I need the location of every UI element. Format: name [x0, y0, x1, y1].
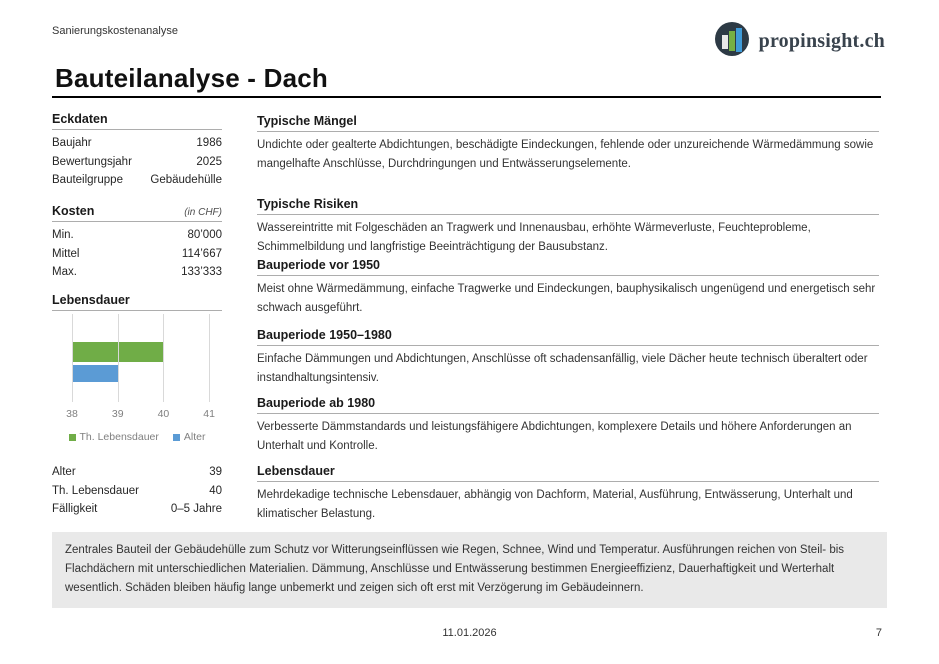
section-typische-risiken: [257, 197, 879, 257]
row-label: Alter: [52, 466, 76, 478]
lebensdauer-chart-section: [52, 293, 222, 311]
section-typische-maengel: [257, 114, 879, 174]
legend-item-th-lebensdauer: [69, 431, 159, 443]
table-row: [52, 500, 222, 519]
legend-item-alter: [173, 431, 206, 443]
eckdaten-heading: Eckdaten: [52, 112, 108, 126]
chart-tick-label: 40: [157, 408, 170, 420]
section-bauperiode-ab-1980: [257, 396, 879, 456]
footer-date: 11.01.2026: [442, 627, 497, 639]
page-title: Bauteilanalyse - Dach: [55, 63, 328, 93]
row-value: 39: [209, 466, 222, 478]
section-body: Verbesserte Dämmstandards und leistungsfähigere Abdichtungen, komplexere Details und höhere Anforderungen an Unterhalt und Kontrolle.: [257, 421, 852, 452]
row-value: 0–5 Jahre: [170, 503, 222, 515]
row-label: Mittel: [52, 247, 80, 260]
row-label: Max.: [52, 266, 77, 278]
section-body: Einfache Dämmungen und Abdichtungen, Anschlüsse oft schadensanfällig, viele Dächer heute technisch überaltert oder instandhaltungsintensiv.: [257, 353, 868, 384]
chart-tick-label: 38: [66, 408, 78, 420]
legend-swatch-green: [69, 434, 76, 441]
section-heading: Bauperiode vor 1950: [257, 258, 380, 272]
row-value: 133’333: [181, 266, 222, 278]
section-heading: Typische Mängel: [257, 114, 357, 128]
table-row: [52, 226, 222, 245]
table-row: [52, 134, 222, 153]
table-row: [52, 245, 222, 264]
row-value: 80’000: [187, 229, 222, 241]
row-label: Baujahr: [52, 137, 92, 149]
section-heading: Typische Risiken: [257, 197, 359, 211]
chart-tick-label: 41: [203, 408, 215, 420]
table-row: [52, 171, 222, 190]
kosten-heading: Kosten: [52, 204, 95, 218]
chart-gridline: [209, 314, 210, 402]
lifespan-chart: [52, 311, 222, 456]
lifespan-chart-plot: [72, 314, 232, 402]
brand-logo: [714, 21, 885, 62]
section-bauperiode-vor-1950: [257, 258, 879, 318]
legend-label: Th. Lebensdauer: [79, 431, 159, 443]
title-divider: [52, 96, 881, 98]
kosten-section: [52, 204, 222, 282]
section-bauperiode-1950-1980: [257, 328, 879, 388]
table-row: [52, 263, 222, 282]
section-body: Undichte oder gealterte Abdichtungen, beschädigte Eindeckungen, fehlende oder unzureichende Wärmedämmung sowie mangelhafte Anschlüsse, Durchdringungen und Entwässerungselemente.: [257, 139, 874, 170]
lifespan-chart-legend: [52, 431, 222, 443]
table-row: [52, 463, 222, 482]
row-value: 40: [209, 484, 222, 497]
section-lebensdauer: [257, 464, 879, 524]
eckdaten-section: [52, 112, 222, 190]
row-label: Bewertungsjahr: [52, 155, 132, 168]
chart-gridline: [72, 314, 73, 402]
currency-unit-label: (in CHF): [184, 207, 222, 218]
row-label: Min.: [52, 229, 74, 241]
row-label: Bauteilgruppe: [52, 174, 123, 186]
chart-gridline: [118, 314, 119, 402]
table-row: [52, 153, 222, 172]
row-label: Fälligkeit: [52, 503, 98, 515]
lebensdauer-heading: Lebensdauer: [52, 293, 130, 307]
lifespan-stats: [52, 463, 222, 519]
section-heading: Bauperiode ab 1980: [257, 396, 376, 410]
table-row: [52, 482, 222, 501]
row-value: 1986: [196, 137, 222, 149]
footer-page-number: 7: [875, 627, 882, 639]
row-value: Gebäudehülle: [150, 174, 222, 186]
chart-bar-alter: [72, 365, 118, 382]
lifespan-chart-bars: [72, 342, 232, 382]
section-body: Meist ohne Wärmedämmung, einfache Tragwerke und Eindeckungen, bauphysikalisch ungenügend und energetisch sehr schwach ausgeführt.: [257, 283, 876, 314]
brand-name: propinsight.ch: [758, 30, 885, 52]
row-value: 2025: [196, 155, 222, 168]
legend-swatch-blue: [173, 434, 180, 441]
section-body: Wassereintritte mit Folgeschäden an Tragwerk und Innenausbau, erhöhte Wärmeverluste, Feuchteprobleme, Schimmelbildung und langfristige Beeinträchtigung der Bausubstanz.: [257, 222, 811, 253]
legend-label: Alter: [183, 431, 206, 443]
section-heading: Bauperiode 1950–1980: [257, 328, 392, 342]
section-heading: Lebensdauer: [257, 464, 335, 478]
row-value: 114’667: [181, 247, 222, 260]
chart-tick-label: 39: [111, 408, 124, 420]
section-body: Mehrdekadige technische Lebensdauer, abhängig von Dachform, Material, Ausführung, Entwässerung, Unterhalt und klimatischer Belastung.: [257, 489, 853, 520]
document-type-label: Sanierungskostenanalyse: [52, 25, 178, 37]
lifespan-chart-ticks: [66, 408, 232, 422]
summary-box: Zentrales Bauteil der Gebäudehülle zum Schutz vor Witterungseinflüssen wie Regen, Schnee, Wind und Temperatur. Ausführungen reichen von Steil- bis Flachdächern mit unterschiedlichen Materialien. Dämmung, Anschlüsse und Entwässerung bestimmen Energieeffizienz, Dauerhaftigkeit und Werterhalt wesentlich. Schäden bleiben häufig lange unbemerkt und zeigen sich oft erst mit Verzögerung im Gebäudeinnern.: [52, 532, 887, 608]
bar-chart-logo-icon: [714, 21, 750, 62]
chart-gridline: [163, 314, 164, 402]
row-label: Th. Lebensdauer: [52, 484, 139, 497]
